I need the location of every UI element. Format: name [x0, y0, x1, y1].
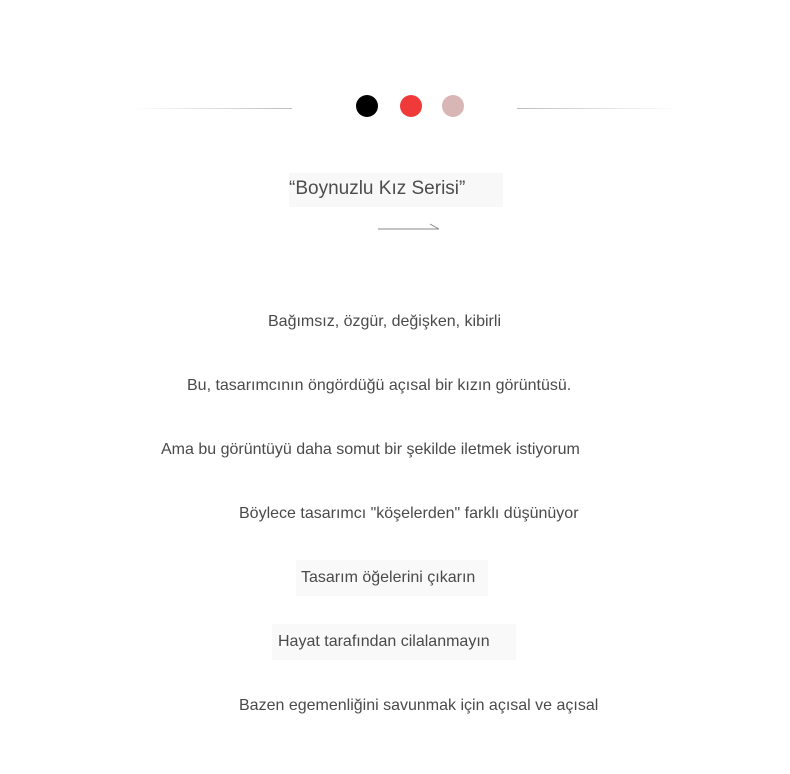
text-line-3: Ama bu görüntüyü daha somut bir şekilde iletmek istiyorum	[161, 441, 580, 458]
text-line-4: Böylece tasarımcı "köşelerden" farklı düşünüyor	[239, 505, 579, 522]
text-line-7: Bazen egemenliğini savunmak için açısal ve açısal	[239, 697, 599, 714]
text-line-1: Bağımsız, özgür, değişken, kibirli	[268, 313, 501, 330]
right-divider-line	[517, 108, 679, 109]
text-line-2: Bu, tasarımcının öngördüğü açısal bir kızın görüntüsü.	[187, 377, 572, 394]
text-line-5: Tasarım öğelerini çıkarın	[301, 569, 476, 586]
black-dot	[356, 95, 378, 117]
arrow-right-icon	[378, 221, 442, 233]
pink-dot	[442, 95, 464, 117]
left-divider-line	[132, 108, 292, 109]
red-dot	[400, 95, 422, 117]
text-line-6: Hayat tarafından cilalanmayın	[278, 633, 490, 650]
page-title: “Boynuzlu Kız Serisi”	[289, 178, 466, 199]
